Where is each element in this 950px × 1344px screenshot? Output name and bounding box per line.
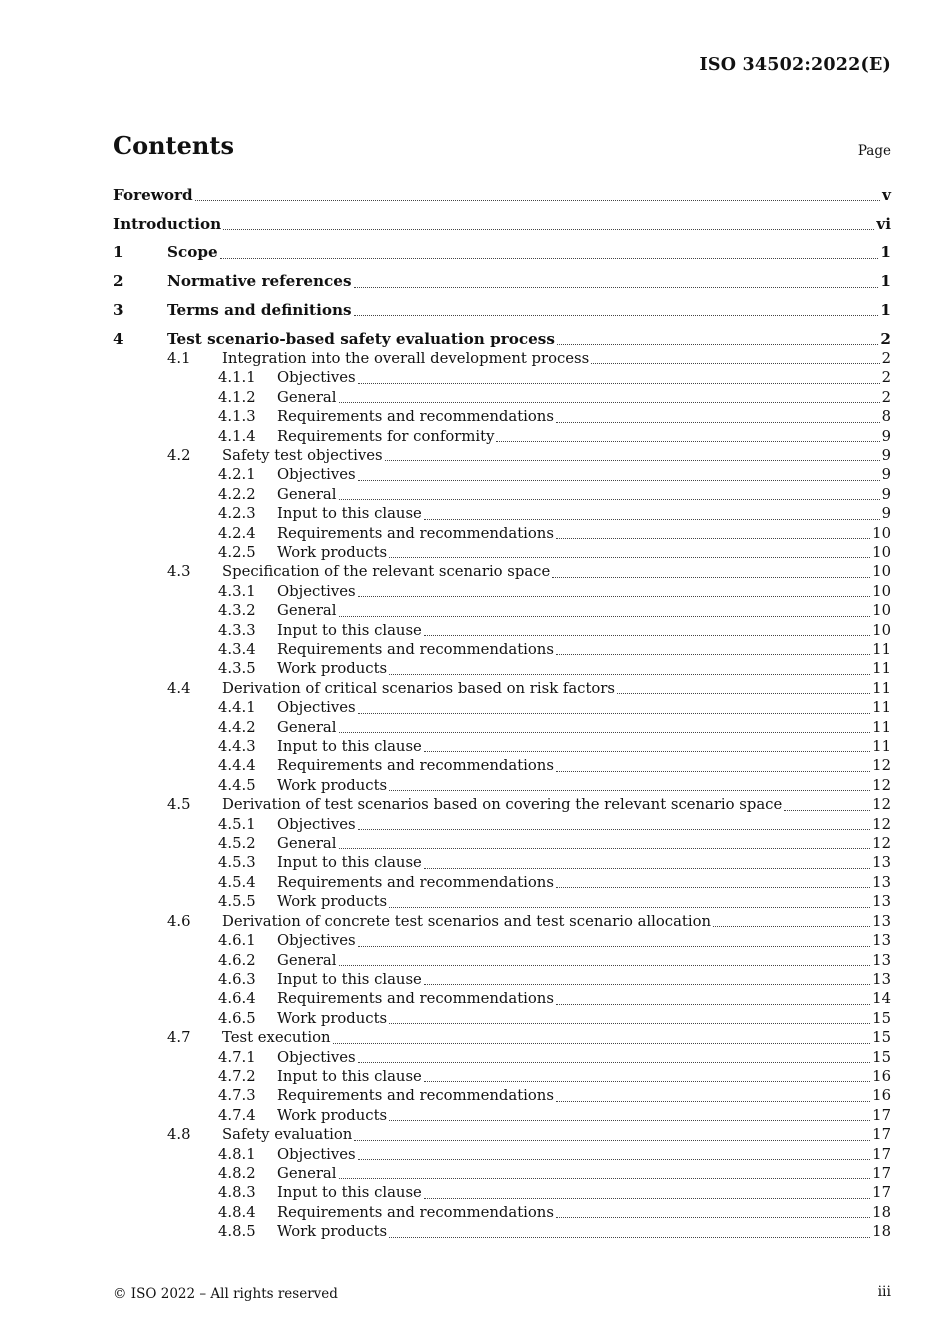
toc-entry[interactable] — [113, 640, 891, 659]
toc-entry-title: Requirements and recommendations — [277, 1203, 554, 1221]
toc-entry-number: 4.3.5 — [218, 660, 256, 678]
toc-entry[interactable] — [113, 1164, 891, 1183]
toc-entry-title: Input to this clause — [277, 1067, 422, 1085]
toc-entry[interactable] — [113, 301, 891, 320]
toc-entry[interactable] — [113, 1067, 891, 1086]
toc-entry-number: 4.7.2 — [218, 1067, 256, 1085]
toc-entry-page: 2 — [881, 369, 891, 387]
toc-entry[interactable] — [113, 446, 891, 465]
toc-entry[interactable] — [113, 388, 891, 407]
toc-entry-page: 12 — [872, 815, 891, 833]
toc-entry-page: 13 — [872, 912, 891, 930]
toc-entry-title: Requirements for conformity — [277, 427, 495, 445]
dot-leader — [557, 343, 879, 345]
toc-entry-number: 4.2.3 — [218, 505, 256, 523]
dot-leader — [424, 983, 870, 985]
toc-entry-number: 4.5.4 — [218, 873, 256, 891]
toc-entry-number: 4.4 — [167, 679, 191, 697]
toc-entry-title: Objectives — [277, 1145, 356, 1163]
toc-entry-title: Input to this clause — [277, 854, 422, 872]
dot-leader — [339, 847, 871, 849]
toc-entry-page: 12 — [872, 796, 891, 814]
toc-entry-title: Derivation of test scenarios based on covering the relevant scenario space — [222, 796, 783, 814]
dot-leader — [389, 1119, 870, 1121]
toc-entry-page: 17 — [872, 1164, 891, 1182]
toc-entry[interactable] — [113, 621, 891, 640]
toc-entry-number: 4.1.4 — [218, 427, 256, 445]
toc-entry-number: 4.1.1 — [218, 369, 256, 387]
toc-entry[interactable] — [113, 543, 891, 562]
toc-entry-title: Work products — [277, 1106, 388, 1124]
toc-entry[interactable] — [113, 718, 891, 737]
dot-leader — [389, 906, 870, 908]
toc-entry-title: Requirements and recommendations — [277, 641, 554, 659]
toc-entry[interactable] — [113, 1125, 891, 1144]
dot-leader — [354, 286, 879, 288]
toc-entry-page: 13 — [872, 873, 891, 891]
toc-entry-number: 4.5 — [167, 796, 191, 814]
toc-entry-number: 4.8.4 — [218, 1203, 256, 1221]
toc-entry-title: General — [277, 485, 337, 503]
toc-entry[interactable] — [113, 834, 891, 853]
dot-leader — [556, 1003, 870, 1005]
toc-entry-number: 4.8 — [167, 1126, 191, 1144]
toc-entry-number: 4.5.3 — [218, 854, 256, 872]
dot-leader — [556, 770, 870, 772]
toc-entry-page: 10 — [872, 621, 891, 639]
document-id: ISO 34502:2022(E) — [699, 55, 891, 75]
toc-entry-page: 11 — [872, 718, 891, 736]
dot-leader — [424, 867, 870, 869]
toc-entry-number: 4.3.3 — [218, 621, 256, 639]
toc-entry-page: 13 — [872, 854, 891, 872]
toc-entry-number: 4.7.3 — [218, 1087, 256, 1105]
dot-leader — [358, 1158, 871, 1160]
toc-entry-page: 10 — [872, 602, 891, 620]
toc-entry-title: Requirements and recommendations — [277, 757, 554, 775]
dot-leader — [496, 440, 879, 442]
dot-leader — [339, 731, 871, 733]
toc-entry-title: General — [277, 718, 337, 736]
toc-entry[interactable] — [113, 659, 891, 678]
toc-entry[interactable] — [113, 970, 891, 989]
toc-entry-page: 11 — [872, 679, 891, 697]
toc-entry-number: 4.8.5 — [218, 1223, 256, 1241]
table-of-contents — [113, 186, 891, 1242]
toc-entry[interactable] — [113, 931, 891, 950]
toc-entry-number: 4.1.2 — [218, 388, 256, 406]
toc-entry-page: 15 — [872, 1009, 891, 1027]
toc-entry-title: General — [277, 602, 337, 620]
toc-entry-title: Requirements and recommendations — [277, 524, 554, 542]
toc-entry-title: Normative references — [167, 272, 352, 291]
dot-leader — [556, 1100, 870, 1102]
toc-entry-page: 10 — [872, 524, 891, 542]
toc-entry-page: 1 — [880, 300, 891, 319]
toc-entry-number: 4.5.2 — [218, 835, 256, 853]
toc-entry-title: Specification of the relevant scenario space — [222, 563, 551, 581]
toc-entry-title: Introduction — [113, 214, 222, 233]
toc-entry-page: 11 — [872, 738, 891, 756]
toc-entry-page: 14 — [872, 990, 891, 1008]
toc-entry-title: Input to this clause — [277, 1184, 422, 1202]
dot-leader — [556, 886, 870, 888]
dot-leader — [358, 382, 880, 384]
toc-entry-page: 2 — [881, 349, 891, 367]
toc-entry[interactable] — [113, 243, 891, 262]
dot-leader — [354, 1139, 870, 1141]
toc-entry-title: Work products — [277, 1223, 388, 1241]
toc-entry[interactable] — [113, 1106, 891, 1125]
toc-entry-title: Derivation of critical scenarios based on risk factors — [222, 679, 615, 697]
toc-entry-title: Integration into the overall development process — [222, 349, 590, 367]
toc-entry-number: 4.1 — [167, 349, 191, 367]
toc-entry[interactable] — [113, 582, 891, 601]
toc-entry[interactable] — [113, 1222, 891, 1241]
toc-entry-number: 4.2.5 — [218, 543, 256, 561]
toc-entry[interactable] — [113, 427, 891, 446]
dot-leader — [358, 1061, 871, 1063]
toc-entry-number: 4.8.3 — [218, 1184, 256, 1202]
dot-leader — [556, 1216, 870, 1218]
toc-entry-title: Work products — [277, 893, 388, 911]
toc-entry-title: Input to this clause — [277, 738, 422, 756]
toc-entry-number: 4.3.1 — [218, 582, 256, 600]
toc-entry-page: 9 — [881, 446, 891, 464]
dot-leader — [354, 314, 879, 316]
toc-entry[interactable] — [113, 562, 891, 581]
toc-entry[interactable] — [113, 776, 891, 795]
dot-leader — [713, 925, 870, 927]
copyright-notice: © ISO 2022 – All rights reserved — [113, 1286, 338, 1302]
dot-leader — [339, 1177, 871, 1179]
toc-entry-title: Scope — [167, 243, 218, 262]
toc-entry-page: 1 — [880, 272, 891, 291]
toc-entry-title: Work products — [277, 543, 388, 561]
dot-leader — [424, 1197, 870, 1199]
toc-entry-number: 4.3.2 — [218, 602, 256, 620]
toc-entry[interactable] — [113, 330, 891, 349]
toc-entry-page: 17 — [872, 1184, 891, 1202]
toc-entry-page: 8 — [881, 408, 891, 426]
toc-entry-page: 9 — [881, 427, 891, 445]
toc-entry[interactable] — [113, 1048, 891, 1067]
toc-entry-number: 4.5.1 — [218, 815, 256, 833]
toc-entry[interactable] — [113, 1145, 891, 1164]
toc-entry-page: 9 — [881, 485, 891, 503]
dot-leader — [389, 789, 870, 791]
toc-entry[interactable] — [113, 465, 891, 484]
dot-leader — [424, 518, 880, 520]
toc-entry-title: General — [277, 951, 337, 969]
toc-entry-title: Requirements and recommendations — [277, 408, 554, 426]
toc-entry-number: 4.6 — [167, 912, 191, 930]
toc-entry-title: Objectives — [277, 932, 356, 950]
toc-entry-number: 4.1.3 — [218, 408, 256, 426]
toc-entry[interactable] — [113, 737, 891, 756]
dot-leader — [358, 712, 871, 714]
toc-entry[interactable] — [113, 853, 891, 872]
toc-entry-title: Requirements and recommendations — [277, 873, 554, 891]
dot-leader — [389, 1236, 870, 1238]
toc-entry-number: 4.3 — [167, 563, 191, 581]
toc-entry-number: 4 — [113, 329, 124, 348]
dot-leader — [556, 537, 870, 539]
toc-entry-number: 4.5.5 — [218, 893, 256, 911]
dot-leader — [339, 615, 871, 617]
toc-entry-page: 13 — [872, 893, 891, 911]
toc-entry-title: Work products — [277, 1009, 388, 1027]
toc-entry-title: Input to this clause — [277, 621, 422, 639]
toc-entry-number: 4.4.1 — [218, 699, 256, 717]
dot-leader — [424, 750, 870, 752]
dot-leader — [556, 653, 870, 655]
toc-entry-title: Objectives — [277, 369, 356, 387]
dot-leader — [784, 809, 870, 811]
toc-entry-number: 4.3.4 — [218, 641, 256, 659]
toc-entry-page: 12 — [872, 757, 891, 775]
toc-entry-number: 4.2 — [167, 446, 191, 464]
toc-entry[interactable] — [113, 873, 891, 892]
toc-entry-page: 13 — [872, 970, 891, 988]
toc-entry-title: Input to this clause — [277, 505, 422, 523]
toc-entry-number: 4.7.4 — [218, 1106, 256, 1124]
dot-leader — [617, 692, 870, 694]
toc-entry[interactable] — [113, 951, 891, 970]
toc-entry-number: 4.6.3 — [218, 970, 256, 988]
toc-entry-number: 4.7.1 — [218, 1048, 256, 1066]
dot-leader — [389, 556, 870, 558]
toc-entry[interactable] — [113, 815, 891, 834]
dot-leader — [591, 362, 879, 364]
toc-entry-number: 4.2.1 — [218, 466, 256, 484]
toc-entry-number: 3 — [113, 300, 124, 319]
dot-leader — [220, 257, 879, 259]
toc-entry-page: 1 — [880, 243, 891, 262]
toc-entry-page: 10 — [872, 582, 891, 600]
toc-entry-page: 17 — [872, 1145, 891, 1163]
toc-entry[interactable] — [113, 1183, 891, 1202]
dot-leader — [556, 421, 880, 423]
toc-entry-title: General — [277, 388, 337, 406]
toc-entry-number: 4.7 — [167, 1029, 191, 1047]
toc-entry-title: Objectives — [277, 1048, 356, 1066]
toc-entry-number: 4.4.4 — [218, 757, 256, 775]
toc-entry-page: 16 — [872, 1067, 891, 1085]
toc-entry[interactable] — [113, 892, 891, 911]
toc-entry-title: General — [277, 835, 337, 853]
toc-entry-page: 16 — [872, 1087, 891, 1105]
toc-entry[interactable] — [113, 504, 891, 523]
toc-entry-page: 2 — [881, 388, 891, 406]
dot-leader — [424, 634, 870, 636]
dot-leader — [339, 964, 871, 966]
toc-entry-number: 4.2.2 — [218, 485, 256, 503]
toc-entry-page: 9 — [881, 466, 891, 484]
toc-entry-title: Foreword — [113, 186, 193, 204]
dot-leader — [552, 576, 870, 578]
toc-entry-page: 2 — [880, 329, 891, 348]
toc-entry[interactable] — [113, 1028, 891, 1047]
toc-entry-page: 11 — [872, 641, 891, 659]
toc-entry[interactable] — [113, 368, 891, 387]
toc-entry-title: General — [277, 1164, 337, 1182]
toc-entry-title: Objectives — [277, 815, 356, 833]
toc-entry-number: 4.6.2 — [218, 951, 256, 969]
dot-leader — [358, 595, 871, 597]
toc-entry-page: 11 — [872, 660, 891, 678]
toc-entry-title: Test execution — [222, 1029, 331, 1047]
toc-entry-title: Input to this clause — [277, 970, 422, 988]
toc-entry-title: Safety evaluation — [222, 1126, 353, 1144]
toc-entry[interactable] — [113, 795, 891, 814]
toc-entry[interactable] — [113, 1203, 891, 1222]
dot-leader — [195, 199, 881, 201]
toc-entry[interactable] — [113, 601, 891, 620]
toc-entry-page: 13 — [872, 951, 891, 969]
toc-entry-number: 1 — [113, 243, 124, 262]
toc-entry-number: 4.6.4 — [218, 990, 256, 1008]
toc-entry-page: 11 — [872, 699, 891, 717]
dot-leader — [358, 479, 880, 481]
toc-entry-title: Terms and definitions — [167, 300, 352, 319]
toc-entry[interactable] — [113, 485, 891, 504]
toc-entry-title: Work products — [277, 660, 388, 678]
toc-entry[interactable] — [113, 215, 891, 234]
contents-heading: Contents — [113, 131, 234, 160]
toc-entry[interactable] — [113, 1009, 891, 1028]
toc-entry-page: 9 — [881, 505, 891, 523]
toc-entry[interactable] — [113, 912, 891, 931]
toc-entry-number: 4.4.3 — [218, 738, 256, 756]
dot-leader — [358, 945, 871, 947]
toc-entry-page: 17 — [872, 1106, 891, 1124]
toc-entry-page: 10 — [872, 563, 891, 581]
toc-entry-number: 4.4.2 — [218, 718, 256, 736]
toc-entry-title: Safety test objectives — [222, 446, 383, 464]
toc-entry-title: Objectives — [277, 582, 356, 600]
toc-entry[interactable] — [113, 756, 891, 775]
toc-entry-number: 4.4.5 — [218, 776, 256, 794]
toc-entry-page: 10 — [872, 543, 891, 561]
dot-leader — [223, 228, 874, 230]
toc-entry-page: 15 — [872, 1029, 891, 1047]
toc-entry-number: 2 — [113, 272, 124, 291]
toc-entry-title: Objectives — [277, 699, 356, 717]
toc-entry-page: 18 — [872, 1223, 891, 1241]
page-column-label: Page — [857, 143, 891, 159]
toc-entry[interactable] — [113, 349, 891, 368]
toc-entry[interactable] — [113, 989, 891, 1008]
toc-entry[interactable] — [113, 407, 891, 426]
dot-leader — [389, 673, 870, 675]
toc-entry-page: 17 — [872, 1126, 891, 1144]
toc-entry-page: vi — [876, 214, 891, 233]
dot-leader — [333, 1042, 871, 1044]
toc-entry-page: 15 — [872, 1048, 891, 1066]
toc-entry-title: Test scenario-based safety evaluation process — [167, 329, 555, 348]
toc-entry-number: 4.6.1 — [218, 932, 256, 950]
toc-entry[interactable] — [113, 272, 891, 291]
toc-entry-page: 18 — [872, 1203, 891, 1221]
toc-entry[interactable] — [113, 679, 891, 698]
dot-leader — [385, 459, 880, 461]
dot-leader — [339, 498, 880, 500]
page-number: iii — [877, 1284, 891, 1300]
toc-entry-title: Work products — [277, 776, 388, 794]
toc-entry-page: 13 — [872, 932, 891, 950]
toc-entry-page: 12 — [872, 776, 891, 794]
toc-entry-number: 4.2.4 — [218, 524, 256, 542]
toc-entry-number: 4.8.2 — [218, 1164, 256, 1182]
toc-entry[interactable] — [113, 698, 891, 717]
toc-entry[interactable] — [113, 524, 891, 543]
toc-entry-number: 4.8.1 — [218, 1145, 256, 1163]
dot-leader — [389, 1022, 870, 1024]
toc-entry-page: 12 — [872, 835, 891, 853]
toc-entry[interactable] — [113, 1086, 891, 1105]
dot-leader — [358, 828, 871, 830]
toc-entry-page: v — [882, 186, 891, 204]
toc-entry-title: Requirements and recommendations — [277, 1087, 554, 1105]
toc-entry-title: Requirements and recommendations — [277, 990, 554, 1008]
toc-entry-number: 4.6.5 — [218, 1009, 256, 1027]
toc-entry-title: Objectives — [277, 466, 356, 484]
toc-entry-title: Derivation of concrete test scenarios and test scenario allocation — [222, 912, 712, 930]
toc-entry[interactable] — [113, 186, 891, 205]
dot-leader — [339, 401, 880, 403]
dot-leader — [424, 1080, 870, 1082]
